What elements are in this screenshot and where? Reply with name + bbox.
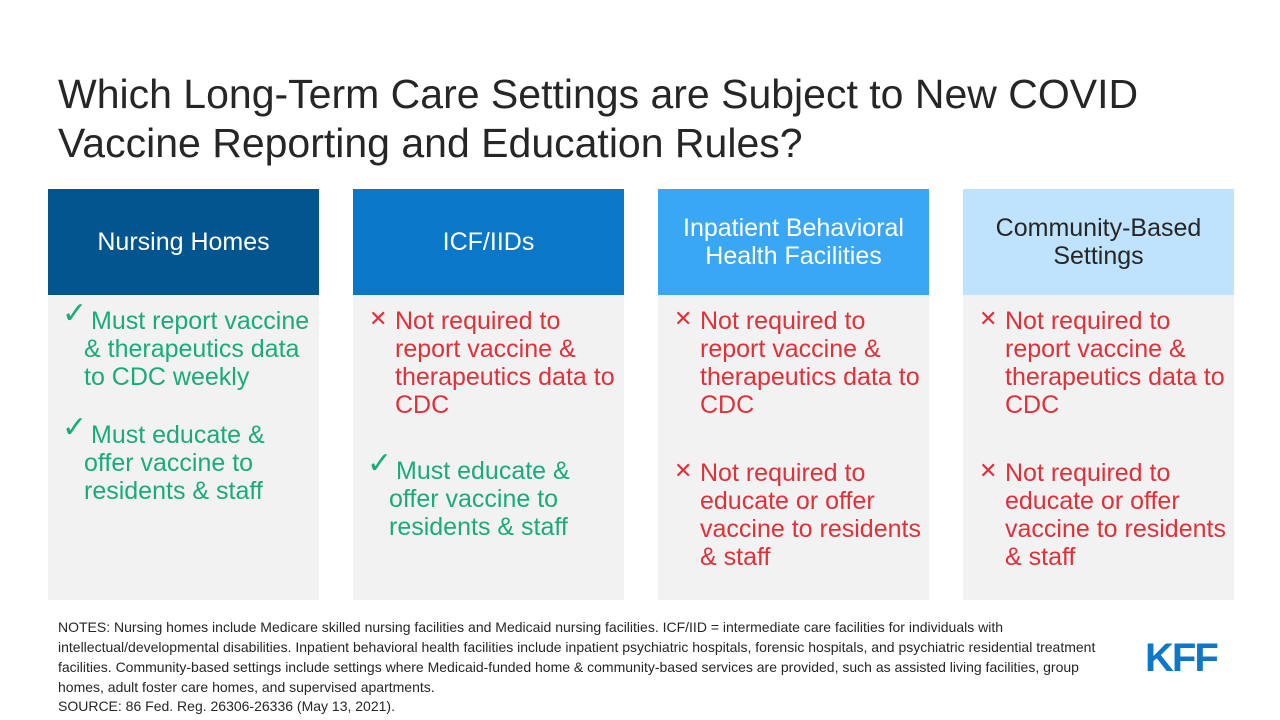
column-icf-iids (353, 189, 624, 600)
column-header (658, 189, 929, 295)
column-header-label: ICF/IIDs (442, 228, 535, 256)
cross-icon: ✕ (674, 458, 693, 483)
requirement-text: Not required to educate or offer vaccine to residents & staff (1005, 459, 1226, 571)
requirement-item (658, 307, 929, 419)
requirement-item (963, 459, 1234, 571)
requirement-item (963, 307, 1234, 419)
requirement-text: Not required to report vaccine & therapeutics data to CDC (700, 307, 920, 419)
cross-icon: ✕ (369, 306, 388, 331)
requirement-text: Not required to report vaccine & therapeutics data to CDC (395, 307, 615, 419)
cross-icon: ✕ (674, 306, 693, 331)
requirement-item (658, 459, 929, 571)
cross-icon: ✕ (979, 458, 998, 483)
column-body (658, 295, 929, 600)
requirement-text: Must educate & offer vaccine to residents & staff (84, 421, 265, 505)
source-text: SOURCE: 86 Fed. Reg. 26306-26336 (May 13, 2021). (58, 698, 395, 714)
column-header (353, 189, 624, 295)
requirement-item (353, 447, 624, 541)
column-body (48, 295, 319, 600)
check-icon: ✓ (62, 411, 88, 444)
column-inpatient-behavioral-health (658, 189, 929, 600)
check-icon: ✓ (367, 447, 393, 480)
requirement-text: Must report vaccine & therapeutics data to CDC weekly (84, 307, 310, 391)
requirement-item (48, 411, 319, 505)
column-community-based-settings (963, 189, 1234, 600)
column-nursing-homes (48, 189, 319, 600)
column-body (963, 295, 1234, 600)
notes-text: NOTES: Nursing homes include Medicare skilled nursing facilities and Medicaid nursing facilities. ICF/IID = intermediate care facilities for individuals with intellectual/developmental disabilities. Inpatient behavioral health facilities include inpatient psychiatric hospitals, forensic hospitals, and psychiatric residential treatment facilities. Community-based settings include settings where Medicaid-funded home & community-based services are provided, such as assisted living facilities, group homes, adult foster care homes, and supervised apartments. (58, 619, 1096, 695)
requirement-text: Must educate & offer vaccine to residents & staff (389, 457, 570, 541)
column-header-label: Nursing Homes (97, 228, 270, 256)
column-body (353, 295, 624, 600)
column-header (963, 189, 1234, 295)
page-title: Which Long-Term Care Settings are Subject to New COVID Vaccine Reporting and Education Rules? (58, 71, 1139, 166)
column-header-label: Community-Based Settings (995, 214, 1202, 270)
requirement-item (353, 307, 624, 419)
column-header (48, 189, 319, 295)
cross-icon: ✕ (979, 306, 998, 331)
kff-logo: KFF (1145, 636, 1217, 680)
requirement-item (48, 297, 319, 391)
requirement-text: Not required to report vaccine & therapeutics data to CDC (1005, 307, 1225, 419)
column-header-label: Inpatient Behavioral Health Facilities (683, 214, 904, 270)
requirement-text: Not required to educate or offer vaccine to residents & staff (700, 459, 921, 571)
check-icon: ✓ (62, 297, 88, 330)
